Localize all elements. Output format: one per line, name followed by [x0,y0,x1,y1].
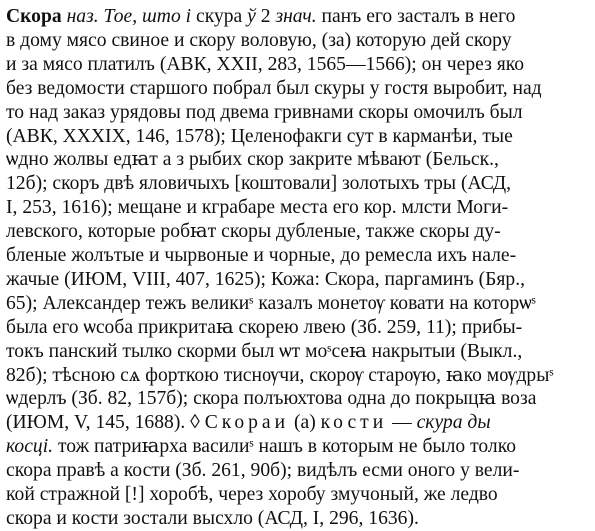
entry-line [6,291,590,316]
entry-line [6,76,590,101]
phrase-spaced: кости [320,412,388,434]
entry-line [6,386,590,411]
entry-text: (АВК, XXXIX, 146, 1578); Целенофакги сут в карманѣи, тые [6,125,513,147]
entry-line [6,267,590,292]
entry-text: жачые (ИЮМ, VIII, 407, 1625); Кожа: Скора, паргаминъ (Бяр., [6,268,526,290]
entry-text: то над заказ урядовы под двема гривнами скоры омочилъ был [6,101,523,123]
gloss-italic: скура ды [416,412,491,434]
entry-line [6,52,590,77]
entry-text: панъ его засталъ в него [316,6,516,27]
entry-text: 12б); скоръ двѣ яловичыхъ [коштовали] золотыхъ тры (АСД, [6,173,512,195]
entry-text: (ИЮМ, V, 145, 1688). ◊ [6,412,205,434]
entry-text: бленые жолътые и чырвоные и чорные, до ремесла ихъ нале- [6,245,517,266]
entry-text: (а) [289,412,321,434]
entry-line [6,315,590,340]
entry-text: ѡдерлъ (Зб. 82, 157б); скора полъюхтова одна до покрыцꙗ воза [6,388,537,410]
entry-text: I, 253, 1616); мещане и кграбаре места его кор. млсти Моги- [6,197,509,219]
headword: Скора [6,6,62,27]
entry-line [6,458,590,483]
entry-line [6,28,590,53]
entry-text: ѡдно жолвы едꙗт а з рыбих скор закрите мѣвают (Бельск., [6,149,499,171]
entry-line [6,434,590,459]
entry-line [6,4,590,29]
entry-text: левского, которые робꙗт скоры дубленые, также скоры ду- [6,221,501,243]
dictionary-entry [6,4,590,529]
entry-line [6,506,590,531]
entry-text: была его ѡсоба прикритаꙗ скорею лвею (Зб. 259, 11); прибы- [6,316,523,338]
entry-text: без ведомости старшого побрал был скуры у гостя выробит, над [6,77,542,99]
entry-line [6,339,590,364]
entry-text: 65); Александер тежъ великиˢ казалъ монетѹ ковати на которѡˢ [6,292,536,314]
entry-text: скора правѣ а кости (Зб. 261, 90б); видѣлъ есми оного у вели- [6,460,520,482]
entry-text: — [387,412,417,434]
entry-line [6,219,590,244]
gloss-italic: наз. Тое, што і [66,6,192,27]
entry-line [6,243,590,268]
entry-text: скора и кости зостали высхло (АСД, I, 296, 1636). [6,507,419,529]
entry-text: скура [191,6,248,27]
entry-line [6,171,590,196]
entry-text: 2 [255,6,276,27]
entry-text: в дому мясо свиное и скору воловую, (за) которую дей скору [6,29,512,51]
entry-line [6,363,590,388]
phrase-spaced: Скораи [204,412,290,434]
entry-text: и за мясо платилъ (АВК, XXII, 283, 1565—1566); он через яко [6,53,525,75]
entry-line [6,100,590,125]
entry-text: 82б); тѣсною сѧ форткою тиснѹчи, скорѹ старѹю, ꙗко мѹдрыˢ [6,364,554,386]
entry-line [6,195,590,220]
gloss-italic: косці. [6,436,54,458]
entry-text: тож патриꙗрха василиˢ нашъ в которым не было толко [53,436,517,458]
entry-text: токъ панский тылко скорми был ѡт моˢсеꙗ накрытыи (Выкл., [6,340,523,362]
entry-line [6,147,590,172]
entry-line [6,124,590,149]
gloss-italic: знач. [275,6,317,27]
entry-text: кой стражной [!] хоробѣ, через хоробу змучоный, же ледво [6,484,498,505]
entry-line [6,482,590,507]
entry-line [6,410,590,435]
gloss-italic: ў [247,6,256,27]
